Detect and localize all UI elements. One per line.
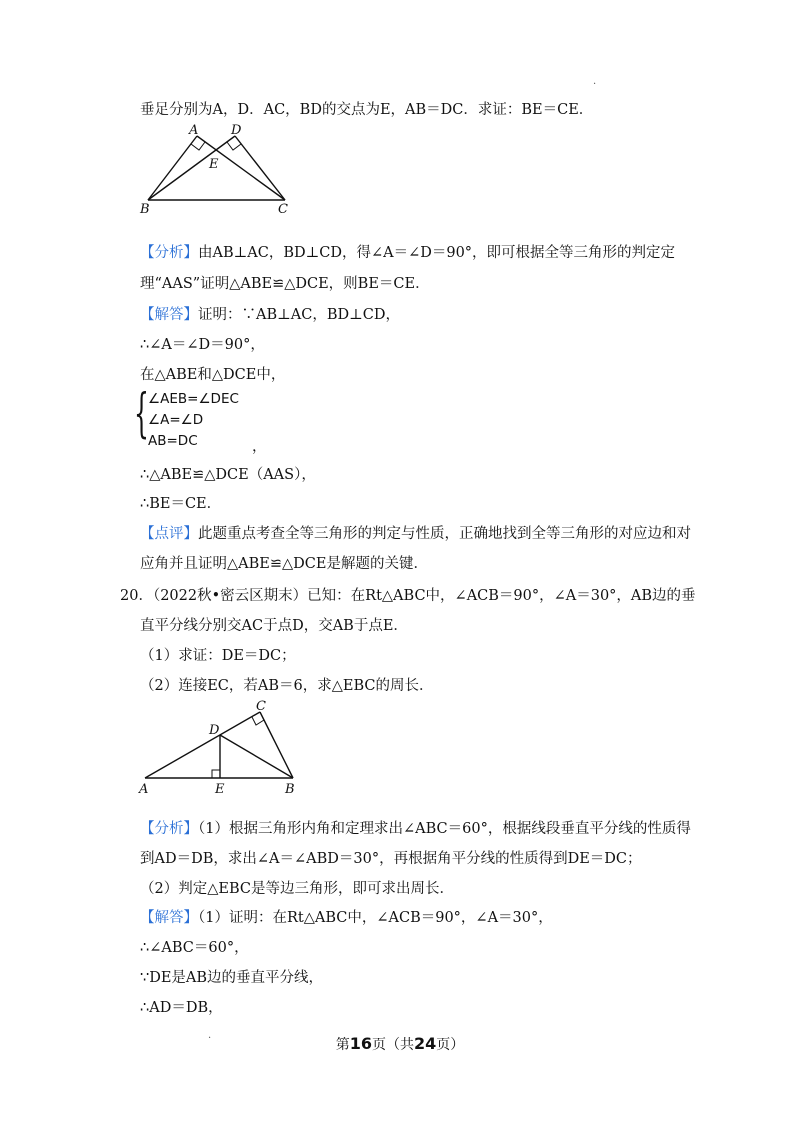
equation-system xyxy=(148,389,239,452)
analysis-tag: 【分析】 xyxy=(140,245,198,261)
case-row-3: AB=DC xyxy=(148,433,198,449)
fig2-label-b: B xyxy=(285,782,295,797)
p20-analysis-2: 到AD＝DB，求出∠A＝∠ABD＝30°，再根据角平分线的性质得到DE＝DC； xyxy=(140,851,642,867)
scan-mark-bottom: . xyxy=(208,1030,212,1041)
p19-comment-2: 应角并且证明△ABE≌△DCE是解题的关键． xyxy=(140,556,428,572)
fig2-label-c: C xyxy=(256,699,266,714)
p19-answer-3: 在△ABE和△DCE中， xyxy=(140,367,286,383)
analysis-tag: 【分析】 xyxy=(140,821,198,837)
p20-answer-3: ∵DE是AB边的垂直平分线， xyxy=(140,970,324,986)
fig1-label-b: B xyxy=(140,202,150,217)
p19-comment-1 xyxy=(140,524,691,544)
p20-analysis-3: （2）判定△EBC是等边三角形，即可求出周长． xyxy=(140,881,454,897)
p20-analysis-1 xyxy=(140,819,691,839)
p20-answer-1 xyxy=(140,908,553,928)
page-footer xyxy=(0,1034,800,1054)
p20-answer-2: ∴∠ABC＝60°， xyxy=(140,940,249,956)
figure-right-triangle xyxy=(135,696,305,796)
p19-answer-4: ∴△ABE≌△DCE（AAS）， xyxy=(140,467,316,483)
p19-analysis-2: 理“AAS”证明△ABE≌△DCE，则BE＝CE． xyxy=(140,276,430,292)
case-row-1: ∠AEB=∠DEC xyxy=(148,391,239,407)
fig1-label-d: D xyxy=(231,123,242,138)
fig1-label-a: A xyxy=(189,123,199,138)
analysis-text: （1）根据三角形内角和定理求出∠ABC＝60°，根据线段垂直平分线的性质得 xyxy=(198,821,691,837)
footer-suffix: 页） xyxy=(436,1037,465,1053)
footer-total-pages: 24 xyxy=(414,1034,437,1053)
figure-triangle-abcde xyxy=(135,120,305,220)
footer-page-number: 16 xyxy=(349,1034,372,1053)
answer-text: （1）证明：在Rt△ABC中，∠ACB＝90°，∠A＝30°， xyxy=(198,910,553,926)
analysis-text: 由AB⊥AC，BD⊥CD，得∠A＝∠D＝90°，即可根据全等三角形的判定定 xyxy=(198,245,676,261)
fig2-label-d: D xyxy=(209,723,220,738)
p19-answer-2: ∴∠A＝∠D＝90°， xyxy=(140,337,265,353)
answer-tag: 【解答】 xyxy=(140,307,198,323)
fig2-label-e: E xyxy=(215,782,225,797)
p19-intro: 垂足分别为A，D．AC，BD的交点为E，AB＝DC．求证：BE＝CE． xyxy=(140,102,594,118)
fig2-label-a: A xyxy=(139,782,149,797)
scan-mark: . xyxy=(593,76,597,87)
p20-answer-4: ∴AD＝DB， xyxy=(140,1000,223,1016)
fig1-label-c: C xyxy=(278,202,288,217)
p19-answer-5: ∴BE＝CE． xyxy=(140,496,222,512)
p20-statement-1: 20．（2022秋•密云区期末）已知：在Rt△ABC中，∠ACB＝90°，∠A＝30°，AB边的垂 xyxy=(120,588,696,604)
answer-text: 证明：∵AB⊥AC，BD⊥CD， xyxy=(198,307,400,323)
comment-text: 此题重点考查全等三角形的判定与性质，正确地找到全等三角形的对应边和对 xyxy=(198,526,691,542)
footer-prefix: 第 xyxy=(335,1037,350,1053)
case-comma: ， xyxy=(252,439,267,455)
p19-analysis-1 xyxy=(140,243,675,263)
p20-statement-2: 直平分线分别交AC于点D，交AB于点E． xyxy=(140,618,408,634)
case-row-2: ∠A=∠D xyxy=(148,412,204,428)
p20-question-2: （2）连接EC，若AB＝6，求△EBC的周长． xyxy=(140,678,434,694)
fig1-label-e: E xyxy=(209,157,219,172)
comment-tag: 【点评】 xyxy=(140,526,198,542)
footer-mid: 页（共 xyxy=(372,1037,414,1053)
answer-tag: 【解答】 xyxy=(140,910,198,926)
p19-answer-1 xyxy=(140,305,400,325)
left-brace: { xyxy=(134,384,149,444)
p20-question-1: （1）求证：DE＝DC； xyxy=(140,648,296,664)
